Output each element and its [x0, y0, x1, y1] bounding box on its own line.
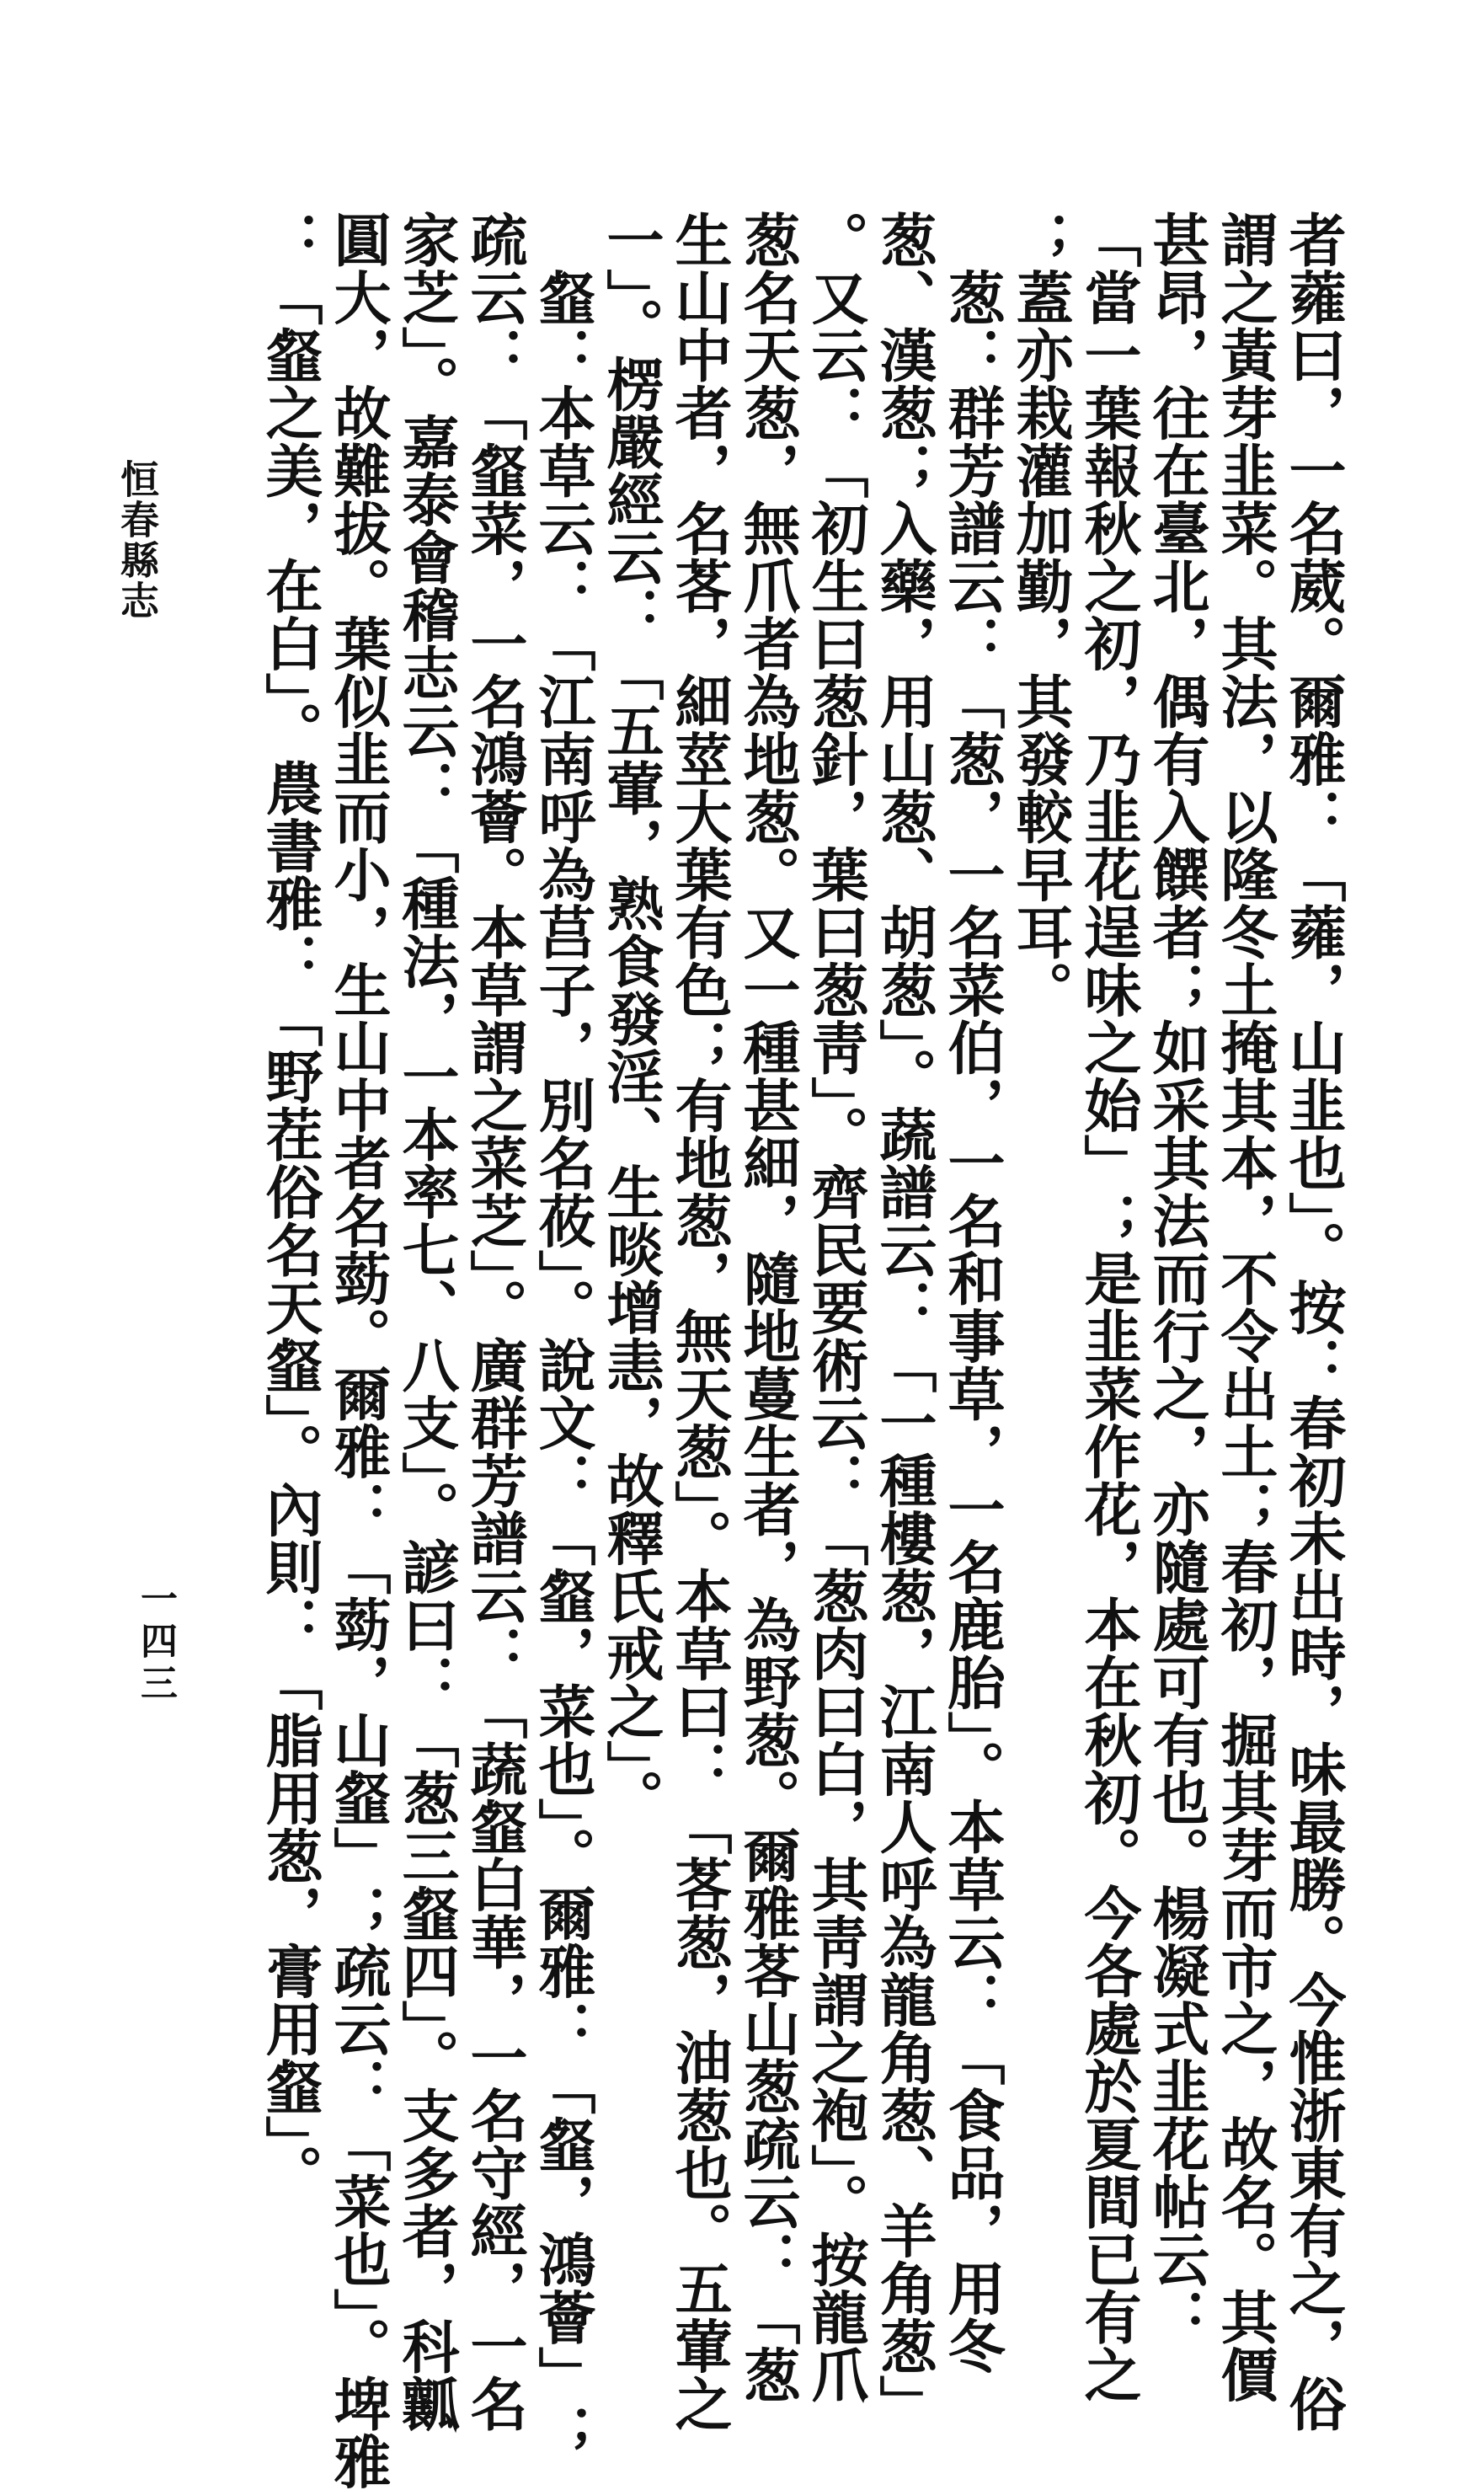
text-column-4: 「當一葉報秋之初，乃韭花逞味之始」；是韭菜作花，本在秋初。今各處於夏間已有之 [1075, 211, 1142, 2403]
text-column-7: 葱、漢葱；入藥，用山葱、胡葱」。蔬譜云：「一種樓葱，江南人呼為龍角葱、羊角葱」 [870, 211, 937, 2433]
text-column-1: 者蕹曰，一名葳。爾雅：「蕹，山韭也」。按：春初未出時，味最勝。今惟浙東有之，俗 [1279, 211, 1347, 2433]
text-column-10: 生山中者，名茖，細莖大葉有色；有地葱，無天葱」。本草曰：「茖葱，油葱也。五葷之 [665, 211, 733, 2433]
text-column-11: 一」。楞嚴經云：「五葷，熟食發淫、生啖增恚，故釋氏戒之」。 [597, 211, 665, 1827]
text-column-16: ：「韰之美，在白」。農書雅：「野茬俗名天韰」。內則：「脂用葱，膏用韰」。 [256, 211, 323, 2202]
text-column-9: 葱名天葱，無爪者為地葱。又一種甚細，隨地蔓生者，為野葱。爾雅茖山葱疏云：「葱 [734, 211, 801, 2403]
text-column-12: 韰：本草云：「江南呼為莒子，別名莜」。說文：「韰，菜也」。爾雅：「韰，鴻薈」； [529, 211, 596, 2461]
text-column-6: 葱：群芳譜云：「葱，一名菜伯，一名和事草，一名鹿胎」。本草云：「食品，用冬 [938, 211, 1006, 2375]
text-column-5: ；蓋亦栽灌加勤，其發較早耳。 [1006, 211, 1074, 1018]
text-column-2: 謂之黃芽韭菜。其法，以隆冬土掩其本，不令出土；春初，掘其芽而市之，故名。其價 [1211, 211, 1278, 2403]
running-head: 恒春縣志 [115, 459, 160, 621]
text-column-3: 甚昂，往在臺北，偶有入饌者；如采其法而行之，亦隨處可有也。楊凝式韭花帖云： [1143, 211, 1210, 2346]
text-column-8: 。又云：「初生曰葱針，葉曰葱靑」。齊民要術云：「葱肉曰白，其靑謂之袍」。按龍爪 [802, 211, 869, 2404]
text-column-13: 疏云：「韰菜，一名鴻薈。本草謂之菜芝」。廣群芳譜云：「蔬韰白華，一名守經，一名 [461, 211, 528, 2433]
text-column-15: 圓大，故難拔。葉似韭而小，生山中者名葝。爾雅：「葝，山韰」；疏云：「菜也」。埤雅 [324, 211, 392, 2490]
text-column-14: 家芝」。嘉泰會稽志云：「種法，一本率七、八支」。諺曰：「葱三韰四」。支多者，科瓤 [392, 211, 460, 2433]
page-number: 一四三 [134, 1579, 177, 1706]
